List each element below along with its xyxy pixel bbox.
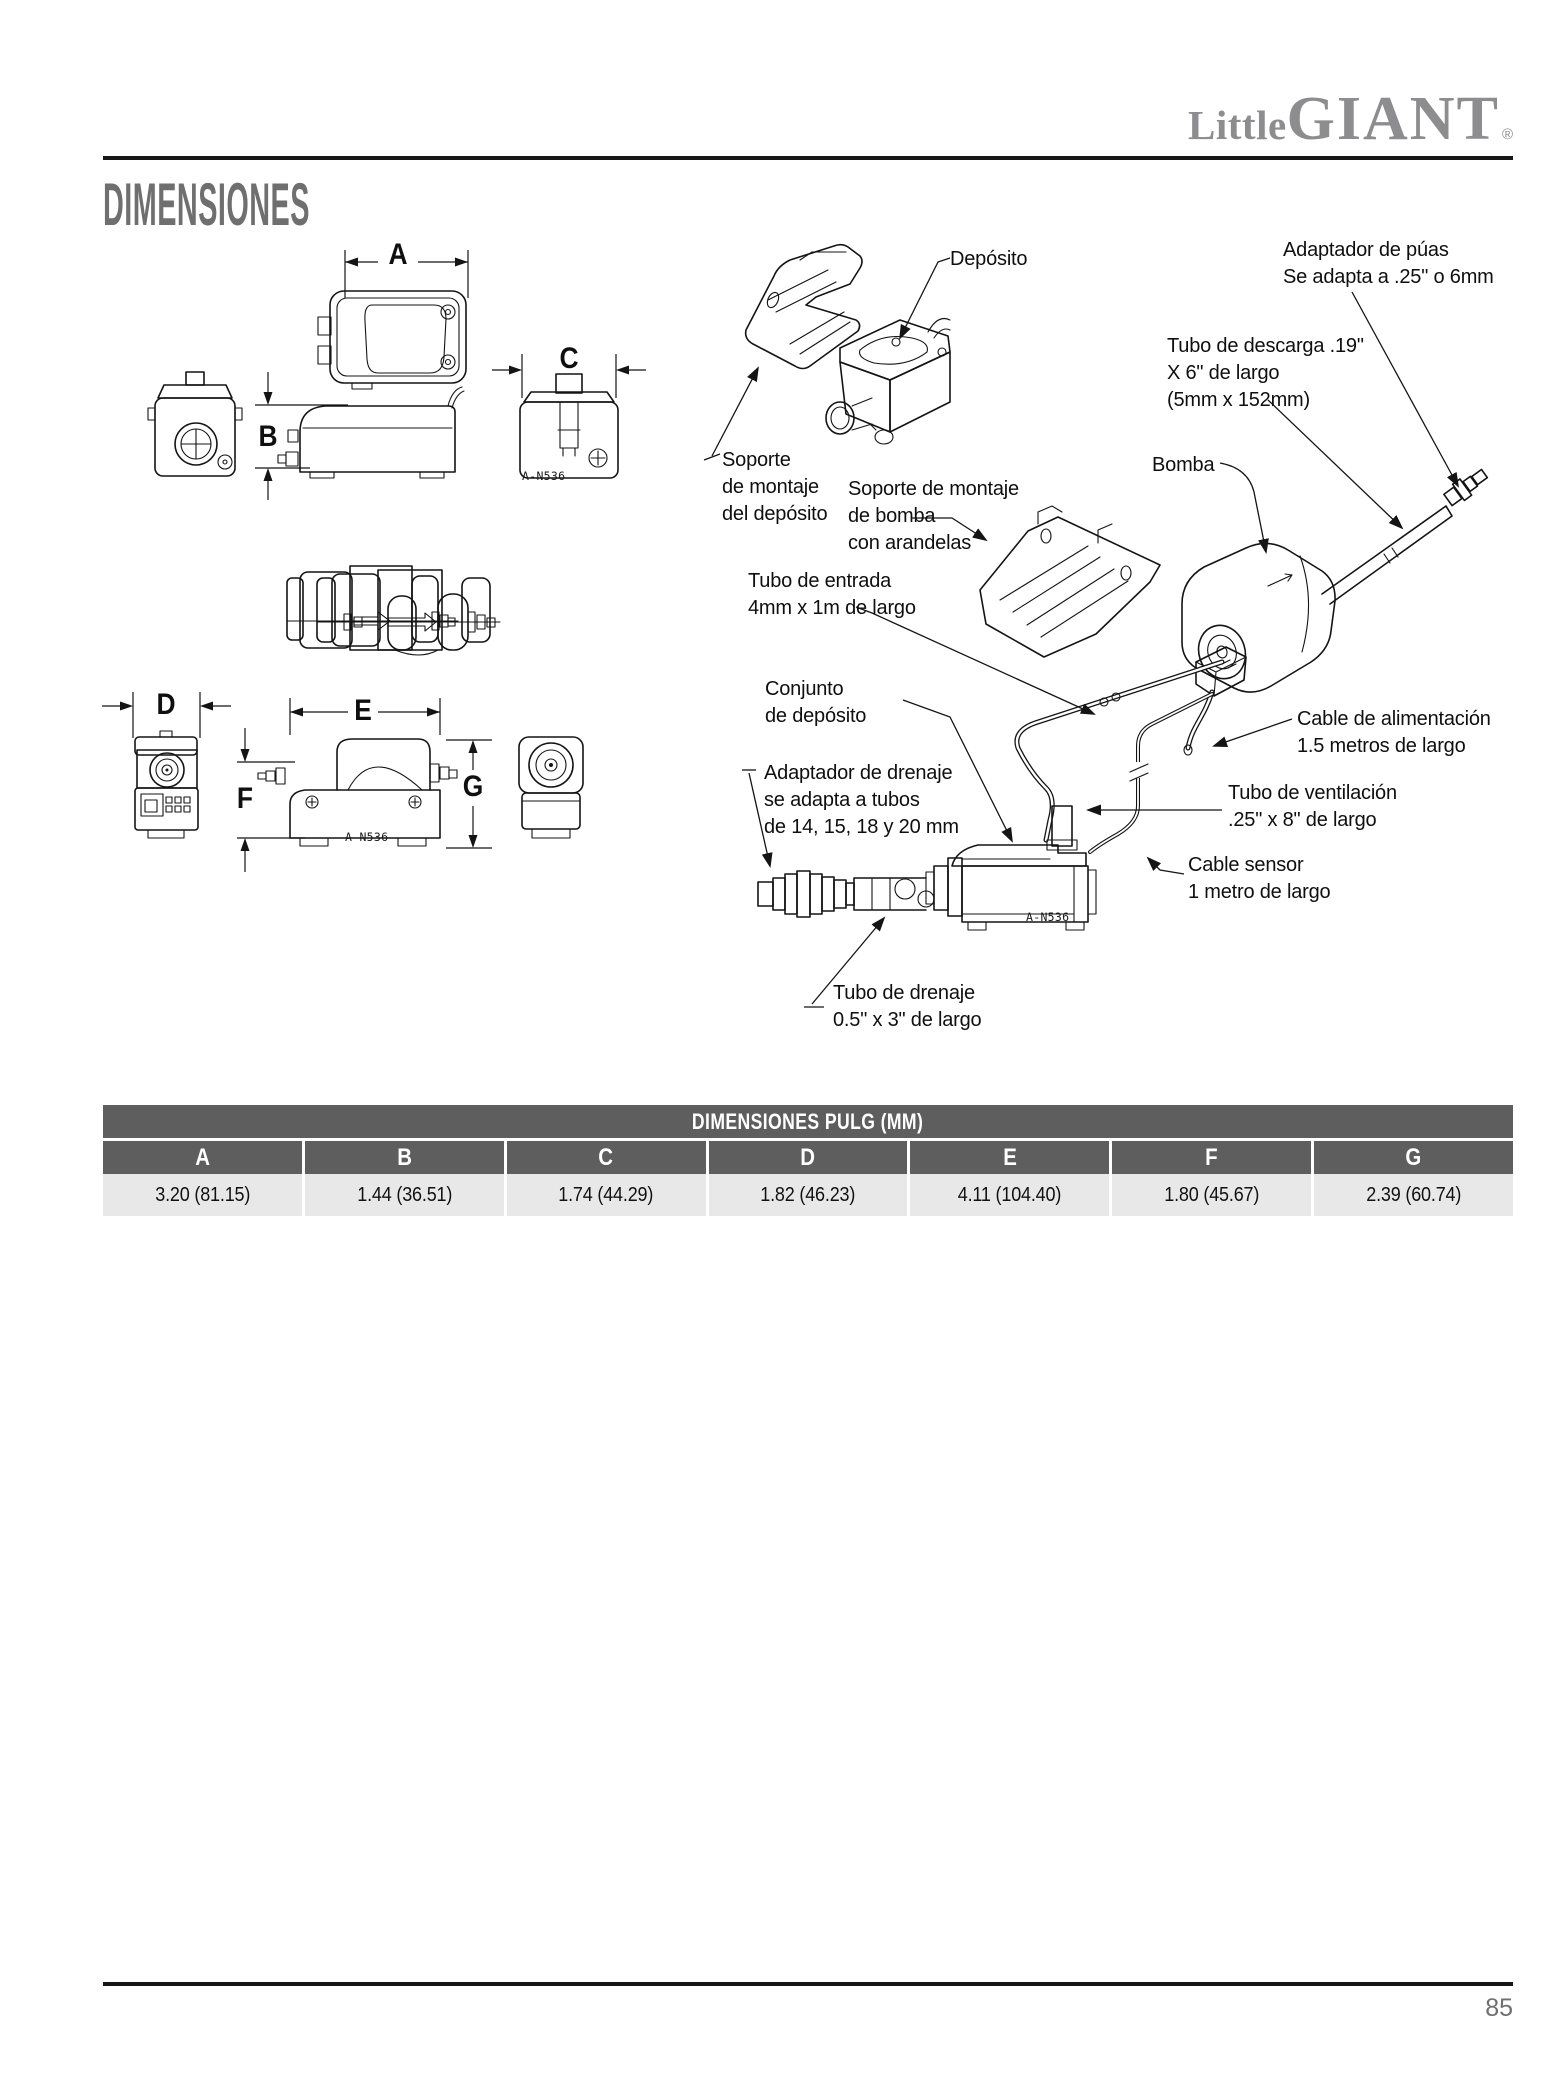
page-number: 85 — [1485, 1994, 1513, 2022]
dim-label-d: D — [156, 688, 176, 721]
callout-line: 4mm x 1m de largo — [748, 597, 916, 619]
dim-label-a: A — [388, 238, 408, 271]
callout-cable-sensor — [1188, 852, 1330, 906]
callout-line: se adapta a tubos — [764, 789, 920, 811]
callout-line: Bomba — [1152, 454, 1215, 476]
dimension-value: 1.80 (45.67) — [1164, 1183, 1260, 1206]
page-title: DIMENSIONES — [103, 171, 310, 238]
callout-soporte-deposito — [722, 447, 827, 528]
callout-tubo-drenaje — [833, 980, 981, 1034]
table-column-header — [910, 1141, 1109, 1174]
table-value-row — [103, 1174, 1513, 1216]
callout-line: con arandelas — [848, 532, 972, 554]
table-cell — [103, 1174, 302, 1216]
callout-line: Tubo de ventilación — [1228, 782, 1397, 804]
callout-conjunto — [765, 676, 866, 730]
pump-top-view-drawing — [317, 570, 500, 655]
table-cell — [1112, 1174, 1311, 1216]
dim-label-e: E — [354, 694, 372, 727]
dimension-value: 1.44 (36.51) — [356, 1183, 452, 1206]
table-cell — [305, 1174, 504, 1216]
callout-line: Depósito — [950, 248, 1028, 270]
callout-line: de montaje — [722, 476, 819, 498]
column-header-label: A — [195, 1143, 210, 1171]
callout-line: 0.5" x 3" de largo — [833, 1009, 982, 1031]
dim-label-c: C — [559, 342, 579, 375]
dimension-value: 1.82 (46.23) — [760, 1183, 856, 1206]
inlet-tube-drawing — [1017, 662, 1222, 840]
dimension-value: 3.20 (81.15) — [154, 1183, 250, 1206]
column-header-label: G — [1405, 1143, 1422, 1171]
column-header-label: D — [800, 1143, 816, 1171]
callout-line: Conjunto — [765, 678, 844, 700]
callout-deposito — [950, 246, 1027, 273]
table-title-bar — [103, 1105, 1513, 1138]
dimensions-table — [103, 1105, 1513, 1216]
callout-line: Tubo de descarga .19" — [1167, 335, 1364, 357]
callout-line: Adaptador de púas — [1283, 239, 1449, 261]
callout-bomba — [1152, 452, 1214, 479]
callout-tubo-entrada — [748, 568, 916, 622]
table-cell — [910, 1174, 1109, 1216]
drawing-code: A-N536 — [522, 469, 566, 483]
dimension-value: 2.39 (60.74) — [1366, 1183, 1462, 1206]
callout-tubo-descarga — [1167, 333, 1364, 414]
callout-line: del depósito — [722, 503, 828, 525]
callout-line: X 6" de largo — [1167, 362, 1280, 384]
table-header-row — [103, 1141, 1513, 1174]
callout-line: de depósito — [765, 705, 867, 727]
pump-end-view-drawing — [519, 737, 583, 838]
footer-divider — [103, 1982, 1513, 1986]
column-header-label: F — [1205, 1143, 1218, 1171]
callout-line: Soporte — [722, 449, 791, 471]
callout-line: Adaptador de drenaje — [764, 762, 953, 784]
callout-tubo-ventilacion — [1228, 780, 1397, 834]
table-cell — [1314, 1174, 1513, 1216]
callout-line: de 14, 15, 18 y 20 mm — [764, 816, 959, 838]
dimension-value: 4.11 (104.40) — [958, 1183, 1062, 1206]
registered-trademark-icon: ® — [1501, 126, 1513, 143]
dimension-value: 1.74 (44.29) — [558, 1183, 654, 1206]
callout-line: Soporte de montaje — [848, 478, 1019, 500]
logo-little-text: Little — [1188, 102, 1287, 148]
column-header-label: B — [396, 1143, 412, 1171]
callout-line: 1 metro de largo — [1188, 881, 1331, 903]
callout-line: .25" x 8" de largo — [1228, 809, 1377, 831]
callout-line: Cable sensor — [1188, 854, 1304, 876]
drawing-code: A-N536 — [1026, 910, 1070, 924]
table-column-header — [709, 1141, 908, 1174]
pump-drawing — [1182, 465, 1490, 696]
logo-giant-text: GIANT — [1286, 85, 1500, 153]
table-cell — [709, 1174, 908, 1216]
callout-line: Tubo de drenaje — [833, 982, 975, 1004]
tank-bracket-drawing — [746, 245, 862, 369]
table-column-header — [103, 1141, 302, 1174]
table-column-header — [1112, 1141, 1311, 1174]
callout-soporte-bomba — [848, 476, 1019, 557]
callout-adaptador-drenaje — [764, 760, 959, 841]
table-title: DIMENSIONES PULG (MM) — [692, 1108, 924, 1134]
table-column-header — [1314, 1141, 1513, 1174]
callout-cable-alimentacion — [1297, 706, 1491, 760]
dim-label-f: F — [236, 782, 254, 815]
dim-label-g: G — [462, 770, 484, 803]
column-header-label: E — [1003, 1143, 1017, 1171]
tank-drawing — [826, 319, 950, 445]
callout-line: 1.5 metros de largo — [1297, 735, 1466, 757]
dim-label-b: B — [258, 420, 278, 453]
front-view-drawing — [148, 372, 242, 476]
sensor-cable-drawing — [1090, 694, 1212, 852]
callout-line: Tubo de entrada — [748, 570, 892, 592]
table-column-header — [305, 1141, 504, 1174]
callout-adaptador-puas — [1283, 237, 1494, 291]
callout-line: Se adapta a .25" o 6mm — [1283, 266, 1494, 288]
pump-top-view-2-drawing — [287, 566, 458, 650]
callout-line: (5mm x 152mm) — [1167, 389, 1310, 411]
table-cell — [507, 1174, 706, 1216]
column-header-label: C — [598, 1143, 614, 1171]
callout-line: Cable de alimentación — [1297, 708, 1491, 730]
table-column-header — [507, 1141, 706, 1174]
vent-tube-drawing — [1047, 806, 1077, 850]
callout-line: de bomba — [848, 505, 936, 527]
drawing-code: A-N536 — [345, 830, 389, 844]
side-view-drawing — [255, 372, 464, 500]
